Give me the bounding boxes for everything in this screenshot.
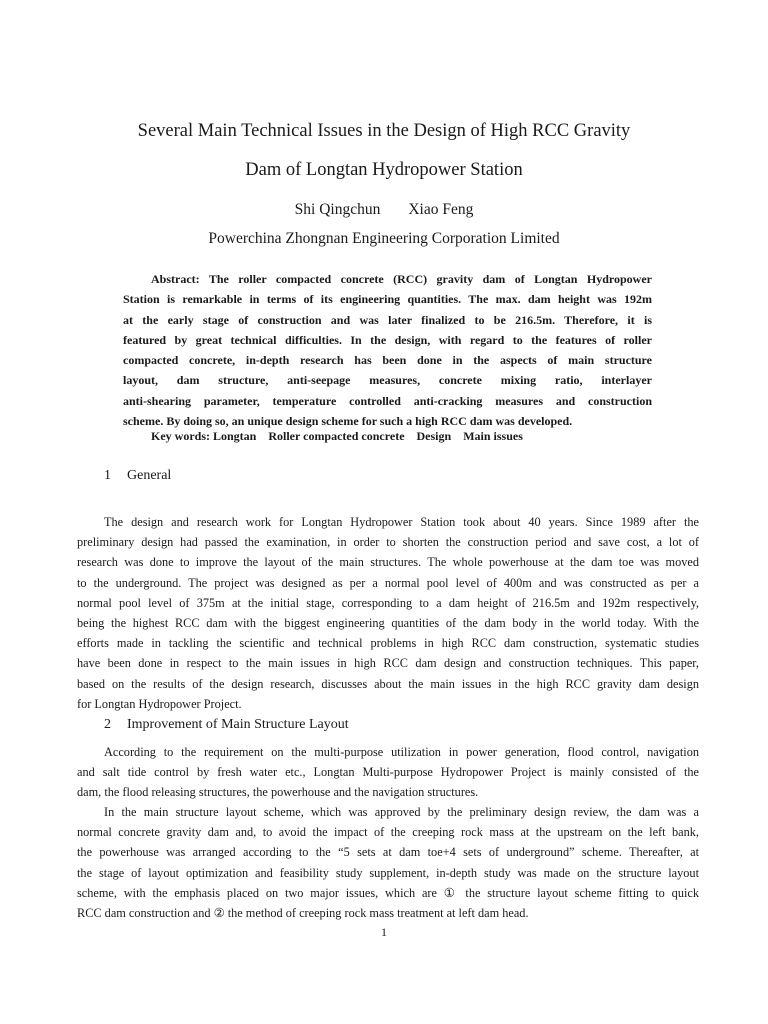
- abstract-line: scheme. By doing so, an unique design scheme for such a high RCC dam was developed.: [123, 414, 573, 429]
- paragraph-line: efforts made in tackling the scientific and technical problems in high RCC dam construction, systematic studies: [77, 636, 699, 651]
- body-paragraph: [77, 512, 699, 714]
- keyword: Roller compacted concrete: [268, 429, 405, 443]
- paragraph-line: The design and research work for Longtan Hydropower Station took about 40 years. Since 1989 after the: [104, 515, 699, 529]
- abstract-line: compacted concrete, in-depth research has been done in the aspects of main structure: [123, 353, 652, 368]
- paragraph-line: scheme, with the emphasis placed on two major issues, which are ① the structure layout scheme fitting to quick: [77, 885, 699, 900]
- abstract-line: Abstract: The roller compacted concrete (RCC) gravity dam of Longtan Hydropower: [151, 272, 652, 286]
- abstract-line: at the early stage of construction and was later finalized to be 216.5m. Therefore, it is: [123, 312, 652, 327]
- paragraph-line: based on the results of the design research, discusses about the main issues in the high RCC gravity dam design: [77, 676, 699, 691]
- paragraph-line: preliminary design had passed the examination, in order to shorten the construction period and save cost, a lot of: [77, 535, 699, 550]
- paragraph-line: In the main structure layout scheme, which was approved by the preliminary design review, the dam was a: [104, 805, 699, 819]
- author-name: Shi Qingchun: [294, 201, 381, 218]
- section-heading-general: [104, 468, 171, 484]
- paragraph-line: normal pool level of 375m at the initial stage, corresponding to a dam height of 216.5m and 192m respectively,: [77, 595, 699, 610]
- paragraph-line: According to the requirement on the multi-purpose utilization in power generation, flood control, navigation: [104, 745, 699, 759]
- paragraph-line: dam, the flood releasing structures, the powerhouse and the navigation structures.: [77, 785, 479, 800]
- keywords: [151, 429, 523, 444]
- keyword: Design: [416, 429, 452, 443]
- body-paragraph: [77, 802, 699, 923]
- section-title: Improvement of Main Structure Layout: [127, 717, 349, 732]
- paragraph-line: and salt tide control by fresh water etc., Longtan Multi-purpose Hydropower Project is mainly consisted of the: [77, 765, 699, 780]
- keyword: Main issues: [463, 429, 523, 443]
- paragraph-line: the stage of layout optimization and feasibility study supplement, in-depth study was made on the structure layout: [77, 865, 699, 880]
- paragraph-line: research was done to improve the layout of the main structures. The whole powerhouse at the dam toe was moved: [77, 555, 699, 570]
- paragraph-line: RCC dam construction and ② the method of creeping rock mass treatment at left dam head.: [77, 905, 529, 920]
- section-number: 2: [104, 717, 111, 732]
- page-number: 1: [381, 925, 387, 939]
- paragraph-line: to the underground. The project was designed as per a normal pool level of 400m and was constructed as per a: [77, 575, 699, 590]
- section-heading-main-structure-layout: [104, 717, 349, 733]
- paragraph-line: the powerhouse was arranged according to the “5 sets at dam toe+4 sets of underground” scheme. Thereafter, at: [77, 845, 699, 860]
- paragraph-line: for Longtan Hydropower Project.: [77, 696, 242, 711]
- author-affiliation: Powerchina Zhongnan Engineering Corporation Limited: [208, 230, 560, 247]
- paper-title-line-1: Several Main Technical Issues in the Design of High RCC Gravity: [137, 121, 631, 141]
- abstract-line: layout, dam structure, anti-seepage measures, concrete mixing ratio, interlayer: [123, 373, 652, 388]
- paragraph-line: being the highest RCC dam with the biggest engineering quantities of the dam body in the world today. With the: [77, 615, 699, 630]
- abstract: [123, 269, 652, 431]
- abstract-line: featured by great technical difficulties. In the design, with regard to the features of roller: [123, 332, 652, 347]
- abstract-line: Station is remarkable in terms of its engineering quantities. The max. dam height was 192m: [123, 292, 652, 307]
- author-list: [0, 201, 768, 219]
- section-title: General: [127, 468, 172, 483]
- paper-title-line-2: Dam of Longtan Hydropower Station: [245, 160, 523, 180]
- section-number: 1: [104, 468, 111, 483]
- paragraph-line: normal concrete gravity dam and, to avoid the impact of the creeping rock mass at the upstream on the left bank,: [77, 825, 699, 840]
- body-paragraph: [77, 742, 699, 803]
- keywords-label: Key words: Longtan: [151, 429, 257, 443]
- paragraph-line: have been done in respect to the main issues in high RCC dam design and construction techniques. This paper,: [77, 656, 699, 671]
- abstract-line: anti-shearing parameter, temperature controlled anti-cracking measures and construction: [123, 393, 652, 408]
- author-name: Xiao Feng: [408, 201, 474, 218]
